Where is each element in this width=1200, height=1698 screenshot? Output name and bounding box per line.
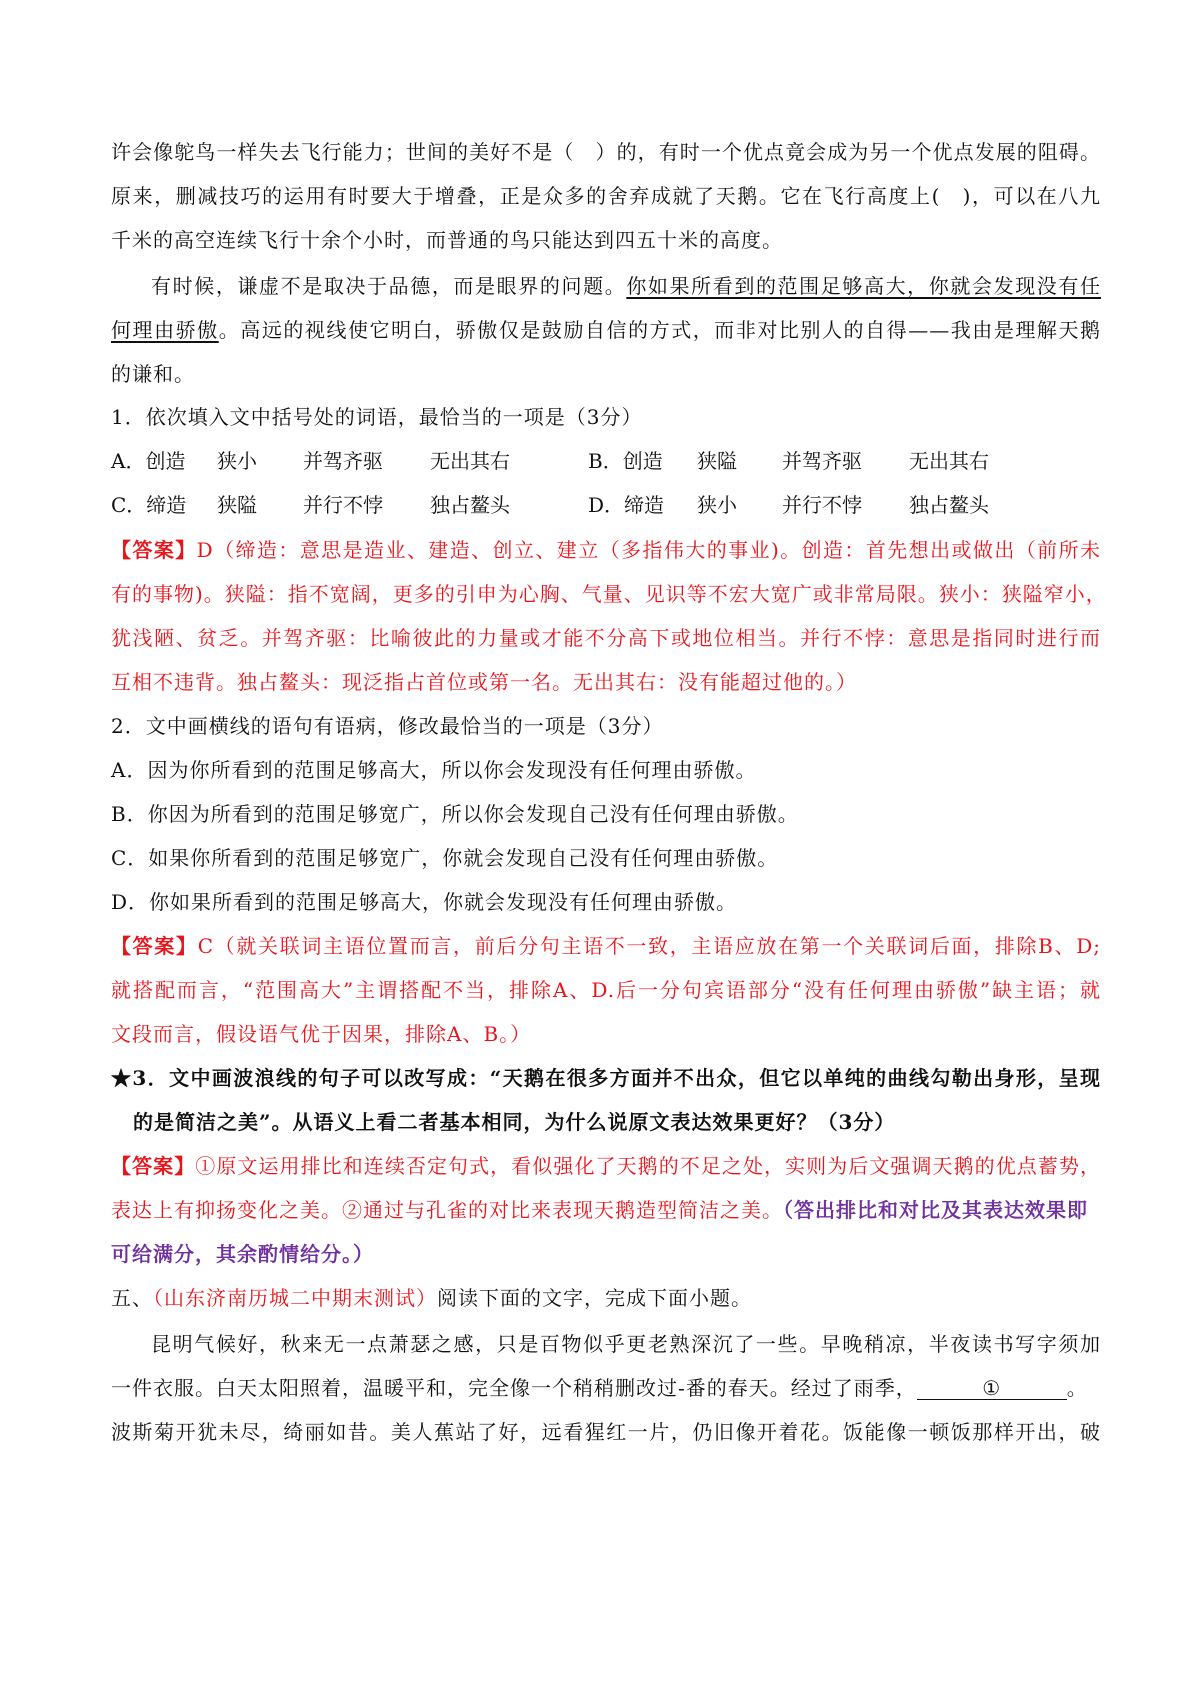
question-3-stem: 的是简洁之美”。从语义上看二者基本相同，为什么说原文表达效果更好？（3分） bbox=[133, 1110, 896, 1134]
q1-option-a-1: A．创造 bbox=[111, 449, 186, 473]
scoring-note: 可给满分，其余酌情给分。） bbox=[111, 1242, 374, 1266]
passage-paragraph-line bbox=[151, 272, 1101, 300]
passage-line bbox=[111, 1374, 1101, 1402]
q2-option-d: D．你如果所看到的范围足够高大，你就会发现没有任何理由骄傲。 bbox=[111, 890, 738, 914]
answer-text: 表达上有抑扬变化之美。②通过与孔雀的对比来表现天鹅造型简洁之美。 bbox=[111, 1198, 783, 1222]
q1-option-b-2: 狭隘 bbox=[697, 449, 737, 473]
passage-text: 。 bbox=[1066, 1376, 1088, 1400]
q1-answer-line bbox=[111, 536, 1101, 564]
answer-text: C（就关联词主语位置而言，前后分句主语不一致，主语应放在第一个关联词后面，排除B、D; bbox=[197, 934, 1101, 958]
q1-option-d-1: D．缔造 bbox=[588, 493, 665, 517]
q1-option-b-4: 无出其右 bbox=[909, 449, 989, 473]
passage-line: 原来，删减技巧的运用有时要大于增叠，正是众多的舍弃成就了天鹅。它在飞行高度上( )，可以在八九 bbox=[111, 184, 1101, 208]
q1-option-a-3: 并驾齐驱 bbox=[303, 449, 383, 473]
section-5-heading bbox=[111, 1284, 1101, 1312]
question-3-stem: ★3．文中画波浪线的句子可以改写成：“天鹅在很多方面并不出众，但它以单纯的曲线勾勒出身形，呈现 bbox=[111, 1066, 1101, 1090]
answer-tag: 【答案】 bbox=[111, 1154, 196, 1178]
underlined-sentence: 你如果所看到的范围足够高大，你就会发现没有任 bbox=[626, 274, 1102, 298]
q1-answer-line: 有的事物)。狭隘：指不宽阔，更多的引申为心胸、气量、见识等不宏大宽广或非常局限。狭小：狭隘窄小， bbox=[111, 582, 1107, 606]
answer-tag: 【答案】 bbox=[111, 538, 197, 562]
q1-option-d-2: 狭小 bbox=[697, 493, 737, 517]
q1-option-c-4: 独占鳌头 bbox=[430, 493, 510, 517]
passage-line: 昆明气候好，秋来无一点萧瑟之感，只是百物似乎更老熟深沉了一些。早晚稍凉，半夜读书写字须加 bbox=[151, 1332, 1101, 1356]
q1-option-d-3: 并行不悖 bbox=[782, 493, 862, 517]
passage-paragraph-line: 的谦和。 bbox=[111, 362, 195, 386]
passage-paragraph-line bbox=[111, 316, 1101, 344]
passage-line: 千米的高空连续飞行十余个小时，而普通的鸟只能达到四五十米的高度。 bbox=[111, 228, 783, 252]
q2-option-b: B．你因为所看到的范围足够宽广，所以你会发现自己没有任何理由骄傲。 bbox=[111, 802, 799, 826]
q1-option-c-3: 并行不悖 bbox=[303, 493, 383, 517]
plain-text: 。高远的视线使它明白，骄傲仅是鼓励自信的方式，而非对比别人的自得——我由是理解天鹅 bbox=[218, 318, 1102, 342]
question-1-stem: 1．依次填入文中括号处的词语，最恰当的一项是（3分） bbox=[111, 405, 643, 429]
q1-option-a-4: 无出其右 bbox=[430, 449, 510, 473]
underlined-sentence: 何理由骄傲 bbox=[111, 318, 219, 342]
q1-answer-line: 犹浅陋、贫乏。并驾齐驱：比喻彼此的力量或才能不分高下或地位相当。并行不悖：意思是指同时进行而 bbox=[111, 626, 1101, 650]
q3-answer-line bbox=[111, 1196, 1101, 1224]
passage-line: 波斯菊开犹未尽，绮丽如昔。美人蕉站了好，远看猩红一片，仍旧像开着花。饭能像一顿饭那样开出，破 bbox=[111, 1420, 1101, 1444]
section-source: （山东济南历城二中期末测试） bbox=[153, 1286, 437, 1310]
answer-text: D（缔造：意思是造业、建造、创立、建立（多指伟大的事业)。创造：首先想出或做出（前所未 bbox=[196, 538, 1101, 562]
q2-option-c: C．如果你所看到的范围足够宽广，你就会发现自己没有任何理由骄傲。 bbox=[111, 846, 779, 870]
q2-answer-line: 就搭配而言，“范围高大”主谓搭配不当，排除A、D.后一分句宾语部分“没有任何理由骄傲”缺主语；就 bbox=[111, 978, 1101, 1002]
q1-option-d-4: 独占鳌头 bbox=[909, 493, 989, 517]
passage-text: 一件衣服。白天太阳照着，温暖平和，完全像一个稍稍删改过-番的春天。经过了雨季， bbox=[111, 1376, 917, 1400]
q1-option-b-3: 并驾齐驱 bbox=[782, 449, 862, 473]
q3-answer-line bbox=[111, 1152, 1101, 1180]
q2-answer-line: 文段而言，假设语气优于因果，排除A、B。） bbox=[111, 1022, 532, 1046]
q1-option-b-1: B．创造 bbox=[588, 449, 663, 473]
question-2-stem: 2．文中画横线的语句有语病，修改最恰当的一项是（3分） bbox=[111, 714, 664, 738]
q2-answer-line bbox=[111, 932, 1101, 960]
q1-option-a-2: 狭小 bbox=[217, 449, 257, 473]
q2-option-a: A．因为你所看到的范围足够高大，所以你会发现没有任何理由骄傲。 bbox=[111, 758, 757, 782]
section-number: 五、 bbox=[111, 1286, 153, 1310]
q1-answer-line: 互相不违背。独占鳌头：现泛指占首位或第一名。无出其右：没有能超过他的。） bbox=[111, 670, 857, 694]
fill-blank-1: ① bbox=[917, 1377, 1067, 1400]
passage-line: 许会像鸵鸟一样失去飞行能力；世间的美好不是（ ）的，有时一个优点竟会成为另一个优点发展的阻碍。 bbox=[111, 140, 1101, 164]
scoring-note: （答出排比和对比及其表达效果即 bbox=[783, 1198, 1088, 1222]
plain-text: 有时候，谦虚不是取决于品德，而是眼界的问题。 bbox=[151, 274, 627, 298]
section-instruction: 阅读下面的文字，完成下面小题。 bbox=[437, 1286, 752, 1310]
answer-tag: 【答案】 bbox=[111, 934, 198, 958]
q1-option-c-1: C．缔造 bbox=[111, 493, 187, 517]
answer-text: ①原文运用排比和连续否定句式，看似强化了天鹅的不足之处，实则为后文强调天鹅的优点蓄势， bbox=[195, 1154, 1102, 1178]
q1-option-c-2: 狭隘 bbox=[217, 493, 257, 517]
